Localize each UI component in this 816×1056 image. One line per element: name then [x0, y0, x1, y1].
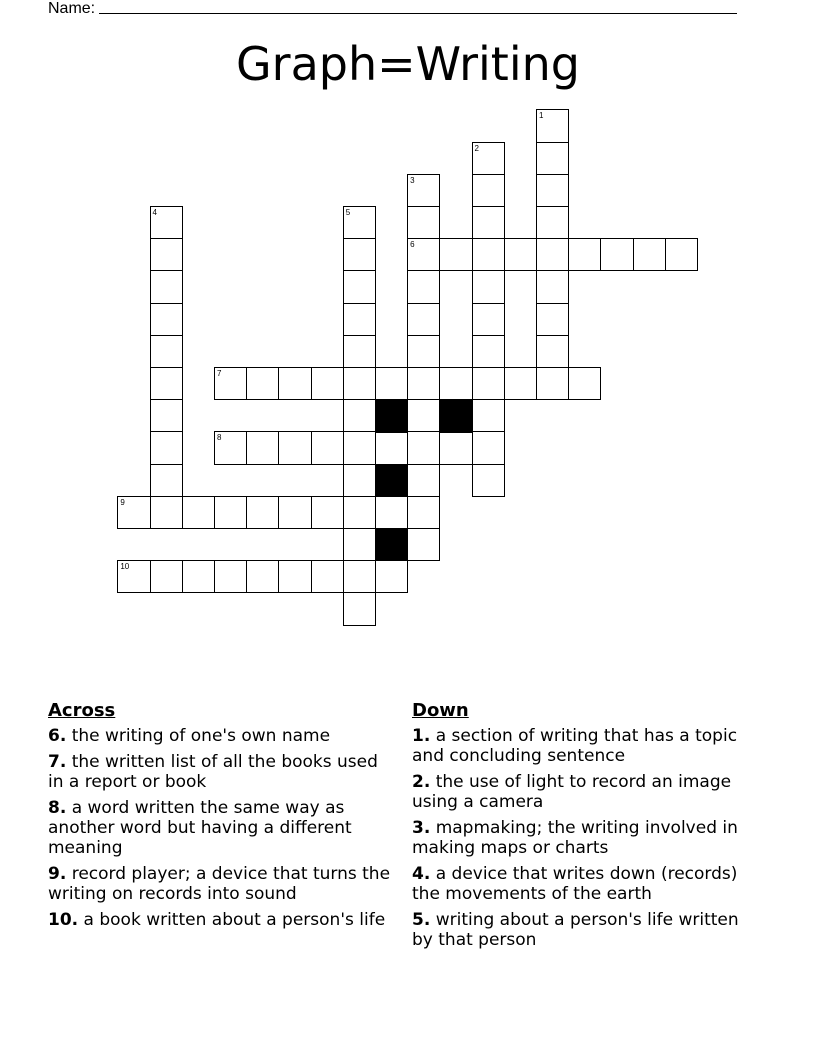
clue-number: 8 — [216, 433, 222, 443]
grid-cell[interactable] — [568, 367, 601, 400]
grid-cell[interactable] — [633, 238, 666, 271]
grid-cell[interactable] — [343, 528, 376, 561]
black-cell — [376, 400, 409, 433]
grid-cell[interactable] — [117, 496, 150, 529]
grid-cell[interactable] — [343, 270, 376, 303]
down-clue — [412, 864, 757, 904]
grid-cell[interactable] — [311, 560, 344, 593]
grid-cell[interactable] — [504, 367, 537, 400]
grid-cell[interactable] — [375, 560, 408, 593]
grid-cell[interactable] — [375, 496, 408, 529]
grid-cell[interactable] — [182, 496, 215, 529]
clue-num: 2. — [412, 772, 431, 792]
clue-text: a section of writing that has a topic and concluding sentence — [412, 726, 738, 766]
grid-cell[interactable] — [343, 206, 376, 239]
grid-cell[interactable] — [439, 367, 472, 400]
grid-cell[interactable] — [343, 496, 376, 529]
clue-num: 9. — [48, 864, 67, 884]
grid-cell[interactable] — [536, 367, 569, 400]
grid-cell[interactable] — [343, 464, 376, 497]
grid-cell[interactable] — [343, 399, 376, 432]
clue-number: 3 — [410, 175, 415, 185]
grid-cell[interactable] — [407, 270, 440, 303]
grid-cell[interactable] — [472, 174, 505, 207]
clue-text: writing about a person's life written by that person — [412, 910, 739, 950]
grid-cell[interactable] — [246, 560, 279, 593]
grid-cell[interactable] — [150, 399, 183, 432]
grid-cell[interactable] — [182, 560, 215, 593]
down-clue — [412, 726, 757, 766]
across-clues — [48, 700, 393, 936]
grid-cell[interactable] — [343, 367, 376, 400]
grid-cell[interactable] — [439, 431, 472, 464]
across-clue — [48, 864, 393, 904]
grid-cell[interactable] — [536, 206, 569, 239]
across-clue — [48, 910, 393, 930]
clue-number: 5 — [345, 207, 351, 217]
grid-cell[interactable] — [311, 367, 344, 400]
grid-cell[interactable] — [150, 464, 183, 497]
grid-cell[interactable] — [472, 270, 505, 303]
grid-cell[interactable] — [407, 464, 440, 497]
grid-cell[interactable] — [150, 560, 183, 593]
down-heading: Down — [412, 700, 469, 721]
grid-cell[interactable] — [343, 560, 376, 593]
clue-num: 7. — [48, 752, 67, 772]
grid-cell[interactable] — [150, 367, 183, 400]
grid-cell[interactable] — [472, 303, 505, 336]
grid-cell[interactable] — [150, 335, 183, 368]
grid-cell[interactable] — [536, 238, 569, 271]
grid-cell[interactable] — [150, 303, 183, 336]
grid-cell[interactable] — [343, 238, 376, 271]
down-clues — [412, 700, 757, 956]
down-clue-list — [412, 726, 757, 950]
grid-cell[interactable] — [472, 399, 505, 432]
grid-cell[interactable] — [150, 431, 183, 464]
across-heading: Across — [48, 700, 116, 721]
grid-cell[interactable] — [407, 206, 440, 239]
clue-text: a word written the same way as another word but having a different meaning — [48, 798, 352, 858]
clue-text: the use of light to record an image using a camera — [412, 772, 732, 812]
page-title: Graph=Writing — [236, 37, 580, 91]
clue-num: 8. — [48, 798, 67, 818]
grid-cell[interactable] — [343, 335, 376, 368]
grid-cell[interactable] — [246, 367, 279, 400]
clue-number: 7 — [216, 368, 222, 378]
grid-cell[interactable] — [150, 496, 183, 529]
grid-cell[interactable] — [407, 431, 440, 464]
grid-cell[interactable] — [407, 335, 440, 368]
clue-number: 6 — [410, 240, 415, 250]
clue-number: 1 — [538, 111, 544, 121]
name-label: Name: — [48, 0, 96, 17]
clue-num: 1. — [412, 726, 431, 746]
grid-cell[interactable] — [665, 238, 698, 271]
grid-cell[interactable] — [375, 431, 408, 464]
grid-cell[interactable] — [278, 496, 311, 529]
clue-num: 3. — [412, 818, 431, 838]
grid-cell[interactable] — [150, 238, 183, 271]
grid-cell[interactable] — [407, 238, 440, 271]
clue-number: 9 — [120, 497, 125, 507]
grid-cell[interactable] — [407, 303, 440, 336]
grid-cell[interactable] — [568, 238, 601, 271]
grid-cell[interactable] — [214, 496, 247, 529]
grid-cell[interactable] — [150, 206, 183, 239]
grid-cell[interactable] — [278, 367, 311, 400]
black-cell — [440, 400, 473, 433]
grid-cell[interactable] — [407, 528, 440, 561]
grid-cell[interactable] — [375, 367, 408, 400]
grid-cell[interactable] — [536, 270, 569, 303]
clue-text: record player; a device that turns the writing on records into sound — [48, 864, 391, 904]
clue-num: 5. — [412, 910, 431, 930]
clue-num: 10. — [48, 910, 79, 930]
clue-number: 4 — [152, 207, 157, 217]
grid-cell[interactable] — [246, 496, 279, 529]
grid-cell[interactable] — [278, 431, 311, 464]
clue-text: mapmaking; the writing involved in making maps or charts — [412, 818, 738, 858]
grid-cell[interactable] — [504, 238, 537, 271]
grid-cell[interactable] — [472, 431, 505, 464]
grid-cell[interactable] — [407, 399, 440, 432]
across-clue-list — [48, 726, 393, 930]
grid-cell[interactable] — [311, 431, 344, 464]
grid-cell[interactable] — [536, 303, 569, 336]
grid-cell[interactable] — [343, 431, 376, 464]
clue-text: the writing of one's own name — [71, 726, 331, 746]
clue-num: 6. — [48, 726, 67, 746]
clue-text: the written list of all the books used in a report or book — [48, 752, 378, 792]
grid-cell[interactable] — [600, 238, 633, 271]
clue-number: 2 — [474, 143, 479, 153]
grid-cell[interactable] — [472, 367, 505, 400]
grid-cell[interactable] — [407, 367, 440, 400]
grid-cell[interactable] — [343, 303, 376, 336]
grid-cell[interactable] — [214, 560, 247, 593]
across-clue — [48, 726, 393, 746]
grid-cell[interactable] — [536, 142, 569, 175]
grid-cell[interactable] — [439, 238, 472, 271]
clue-num: 4. — [412, 864, 431, 884]
clue-text: a device that writes down (records) the movements of the earth — [412, 864, 738, 904]
down-clue — [412, 818, 757, 858]
black-cell — [376, 529, 409, 562]
grid-cell[interactable] — [472, 464, 505, 497]
grid-cell[interactable] — [536, 109, 569, 142]
across-clue — [48, 798, 393, 858]
grid-cell[interactable] — [278, 560, 311, 593]
grid-cell[interactable] — [311, 496, 344, 529]
grid-cell[interactable] — [246, 431, 279, 464]
grid-cell[interactable] — [472, 142, 505, 175]
grid-cell[interactable] — [214, 431, 247, 464]
grid-cell[interactable] — [214, 367, 247, 400]
grid-cell[interactable] — [150, 270, 183, 303]
grid-cell[interactable] — [536, 335, 569, 368]
grid-cell[interactable] — [472, 335, 505, 368]
clue-text: a book written about a person's life — [83, 910, 386, 930]
down-clue — [412, 772, 757, 812]
across-clue — [48, 752, 393, 792]
black-cell — [376, 464, 409, 497]
grid-cell[interactable] — [343, 592, 376, 625]
clue-number: 10 — [120, 562, 130, 572]
grid-cell[interactable] — [117, 560, 150, 593]
grid-cell[interactable] — [472, 238, 505, 271]
grid-cell[interactable] — [536, 174, 569, 207]
grid-cell[interactable] — [407, 496, 440, 529]
grid-cell[interactable] — [472, 206, 505, 239]
down-clue — [412, 910, 757, 950]
grid-cell[interactable] — [407, 174, 440, 207]
